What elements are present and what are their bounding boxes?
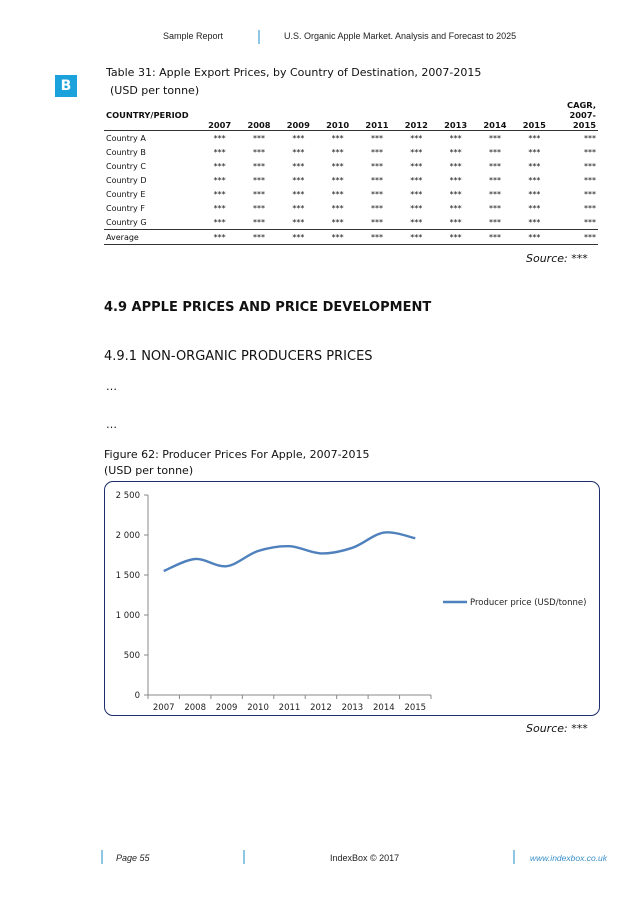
table-cell: *** [449,175,462,185]
table-cell: *** [279,230,318,245]
table-cell: *** [213,175,226,185]
table-cell: *** [449,147,462,157]
table-cell: *** [370,133,383,143]
table-cell: *** [584,161,596,171]
table-cell: *** [528,175,541,185]
x-tick-label: 2013 [341,703,364,713]
table-cell: *** [554,230,598,245]
table-unit: (USD per tonne) [110,84,200,97]
table-source: Source: *** [526,252,588,265]
table-cell: *** [331,175,344,185]
table-row [104,159,598,173]
website-link[interactable]: www.indexbox.co.uk [530,853,608,863]
column-header: 2012 [397,100,436,131]
legend-label: Producer price (USD/tonne) [470,598,587,608]
column-header: 2007 [200,100,239,131]
export-prices-table [104,100,598,245]
x-tick-label: 2011 [278,703,301,713]
table-cell: *** [410,147,423,157]
figure-title: Figure 62: Producer Prices For Apple, 2007-2015 [104,448,370,461]
table-cell: *** [292,175,305,185]
column-header: 2013 [436,100,475,131]
page-number: Page 55 [116,853,150,863]
table-cell: *** [252,189,265,199]
table-cell: *** [331,203,344,213]
footer-divider [243,850,245,864]
table-row [104,173,598,187]
table-cell: *** [239,230,278,245]
table-cell: *** [213,133,226,143]
row-label: Country F [106,203,145,213]
y-tick-label: 2 000 [115,531,140,541]
table-cell: *** [528,203,541,213]
table-cell: *** [488,217,501,227]
table-cell: *** [213,147,226,157]
y-tick-label: 1 500 [115,571,140,581]
table-cell: *** [410,189,423,199]
column-header: 2014 [475,100,514,131]
table-cell: *** [584,147,596,157]
table-cell: *** [449,217,462,227]
x-tick-label: 2015 [404,703,427,713]
table-cell: *** [370,217,383,227]
indexbox-logo: B [55,75,77,97]
table-cell: *** [331,189,344,199]
y-tick-label: 0 [134,691,140,701]
table-cell: *** [475,230,514,245]
column-header: 2015 [515,100,554,131]
section-heading: 4.9 APPLE PRICES AND PRICE DEVELOPMENT [104,300,432,315]
table-cell: *** [252,217,265,227]
table-cell: *** [410,161,423,171]
table-cell: *** [370,147,383,157]
placeholder-text: … [106,380,117,393]
table-cell: *** [410,217,423,227]
table-cell: *** [584,217,596,227]
table-cell: *** [331,147,344,157]
row-label: Country G [106,217,147,227]
y-tick-label: 1 000 [115,611,140,621]
table-cell: *** [488,133,501,143]
y-tick-label: 2 500 [115,491,140,501]
table-cell: *** [370,189,383,199]
table-row [104,145,598,159]
table-cell: *** [357,230,396,245]
table-cell: *** [213,189,226,199]
table-cell: *** [331,133,344,143]
column-header: 2008 [239,100,278,131]
table-cell: *** [331,161,344,171]
figure-unit: (USD per tonne) [104,464,194,477]
table-cell: *** [252,203,265,213]
table-cell: *** [370,161,383,171]
table-header-row [104,100,598,131]
footer-copyright: IndexBox © 2017 [330,853,400,863]
table-cell: *** [213,161,226,171]
table-cell: *** [515,230,554,245]
table-cell: *** [292,203,305,213]
table-cell: *** [584,189,596,199]
table-row [104,131,598,146]
row-label: Country B [106,147,146,157]
column-header: 2009 [279,100,318,131]
table-cell: *** [488,161,501,171]
placeholder-text: … [106,418,117,431]
footer-divider [101,850,103,864]
column-header: COUNTRY/PERIOD [104,100,200,131]
table-cell: *** [370,175,383,185]
header-divider [258,30,260,44]
table-cell: *** [449,189,462,199]
producer-price-chart [105,482,599,715]
figure-source: Source: *** [526,722,588,735]
column-header: 2010 [318,100,357,131]
table-cell: *** [584,133,596,143]
table-cell: *** [410,133,423,143]
average-row [104,230,598,245]
table-cell: *** [436,230,475,245]
table-cell: *** [449,133,462,143]
table-cell: *** [488,203,501,213]
table-cell: *** [528,217,541,227]
table-cell: *** [397,230,436,245]
table-cell: *** [488,189,501,199]
table-cell: *** [292,161,305,171]
table-row [104,215,598,230]
table-cell: *** [292,217,305,227]
table-cell: *** [528,147,541,157]
table-cell: *** [528,133,541,143]
header-report-label: Sample Report [163,31,224,41]
table-title: Table 31: Apple Export Prices, by Country of Destination, 2007-2015 [106,66,482,79]
x-tick-label: 2012 [310,703,332,713]
table-row [104,201,598,215]
table-cell: *** [318,230,357,245]
table-cell: *** [252,161,265,171]
table-cell: *** [449,161,462,171]
row-label: Average [104,230,200,245]
table-cell: *** [488,175,501,185]
header-report-title: U.S. Organic Apple Market. Analysis and Forecast to 2025 [284,31,517,41]
table-cell: *** [292,133,305,143]
table-cell: *** [292,189,305,199]
table-cell: *** [584,175,596,185]
table-cell: *** [252,133,265,143]
table-cell: *** [449,203,462,213]
row-label: Country E [106,189,146,199]
column-header: CAGR, 2007-2015 [554,100,598,131]
x-tick-label: 2009 [215,703,238,713]
series-line-producer-price [164,532,416,571]
table-cell: *** [252,147,265,157]
table-cell: *** [213,217,226,227]
table-cell: *** [292,147,305,157]
row-label: Country A [106,133,146,143]
table-cell: *** [370,203,383,213]
table-cell: *** [528,189,541,199]
table-cell: *** [410,203,423,213]
subsection-heading: 4.9.1 NON-ORGANIC PRODUCERS PRICES [104,349,373,364]
column-header: 2011 [357,100,396,131]
x-tick-label: 2010 [247,703,269,713]
x-tick-label: 2008 [184,703,206,713]
footer-divider [513,850,515,864]
x-tick-label: 2014 [373,703,395,713]
table-cell: *** [410,175,423,185]
table-cell: *** [213,203,226,213]
table-cell: *** [252,175,265,185]
table-cell: *** [488,147,501,157]
y-tick-label: 500 [123,651,140,661]
row-label: Country D [106,175,147,185]
table-cell: *** [528,161,541,171]
table-row [104,187,598,201]
table-cell: *** [584,203,596,213]
chart-frame [104,481,600,716]
table-cell: *** [200,230,239,245]
table-cell: *** [331,217,344,227]
x-tick-label: 2007 [152,703,175,713]
row-label: Country C [106,161,146,171]
